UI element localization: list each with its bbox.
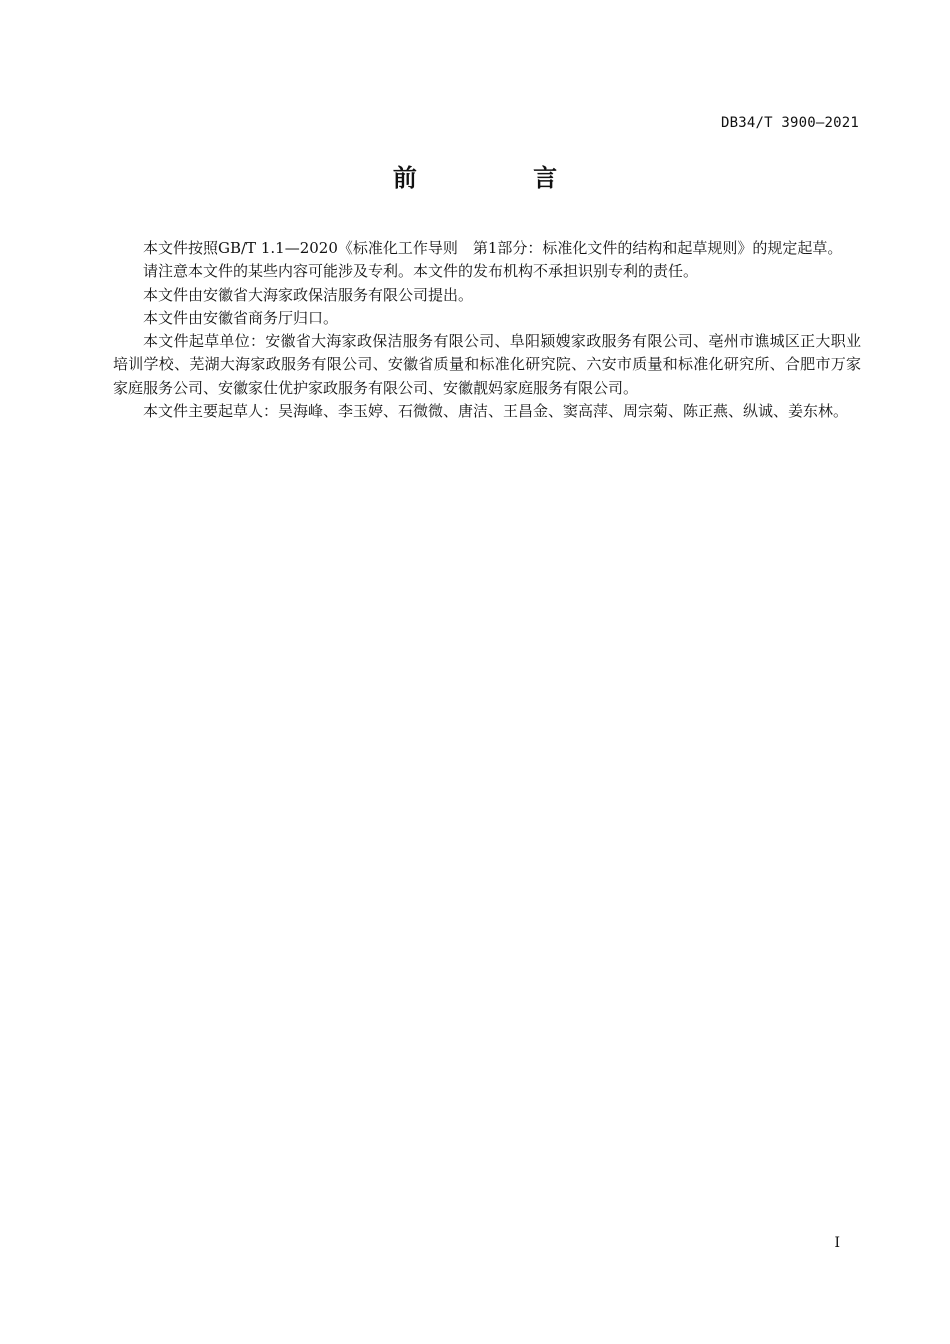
paragraph-drafters: 本文件主要起草人：吴海峰、李玉婷、石微微、唐洁、王昌金、窦高萍、周宗菊、陈正燕、纵诚、姜东林。 — [143, 402, 849, 421]
paragraph-proposer: 本文件由安徽省大海家政保洁服务有限公司提出。 — [143, 285, 474, 304]
page-title: 前 言 — [392, 164, 612, 192]
paragraph-drafting-units: 本文件起草单位：安徽省大海家政保洁服务有限公司、阜阳颍嫂家政服务有限公司、亳州市谯城区正大职业培训学校、芜湖大海家政服务有限公司、安徽省质量和标准化研究院、六安市质量和标准化研究所、合肥市万家家庭服务公司、安徽家仕优护家政服务有限公司、安徽靓妈家庭服务有限公司。 — [113, 332, 861, 397]
paragraph-drafting-rule: 本文件按照GB/T 1.1—2020《标准化工作导则 第1部分：标准化文件的结构和起草规则》的规定起草。 — [143, 239, 843, 257]
page-number: I — [834, 1235, 840, 1251]
paragraph-administrator: 本文件由安徽省商务厅归口。 — [143, 308, 339, 327]
foreword-body — [113, 237, 861, 423]
paragraph-patent-notice: 请注意本文件的某些内容可能涉及专利。本文件的发布机构不承担识别专利的责任。 — [143, 262, 699, 281]
document-code: DB34/T 3900—2021 — [720, 115, 859, 131]
